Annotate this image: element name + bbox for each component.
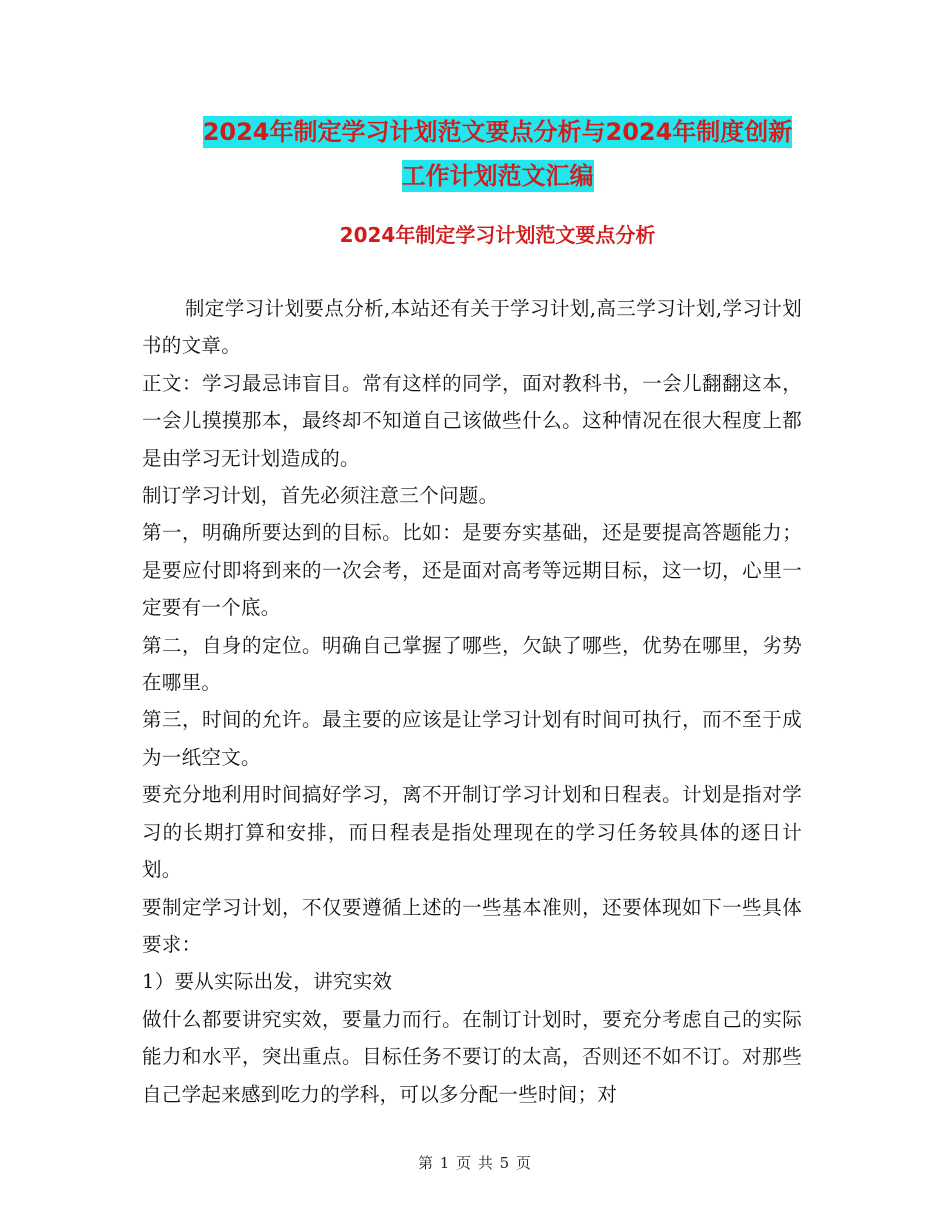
page-footer: 第 1 页 共 5 页 [418,1154,532,1172]
paragraph: 制订学习计划，首先必须注意三个问题。 [142,484,499,508]
paragraph: 做什么都要讲究实效，要量力而行。在制订计划时，要充分考虑自己的实际能力和水平，突出重点。目标任务不要订的太高，否则还不如不订。对那些自己学起来感到吃力的学科，可以多分配一些时间；对 [142,1007,802,1106]
paragraph: 要制定学习计划，不仅要遵循上述的一些基本准则，还要体现如下一些具体要求： [142,895,802,956]
paragraph: 要充分地利用时间搞好学习，离不开制订学习计划和日程表。计划是指对学习的长期打算和安排，而日程表是指处理现在的学习任务较具体的逐日计划。 [142,783,802,882]
paragraph: 制定学习计划要点分析,本站还有关于学习计划,高三学习计划,学习计划书的文章。 [142,297,802,358]
document-title-line2: 工作计划范文汇编 [401,162,594,190]
list-item-heading: 1）要从实际出发，讲究实效 [142,970,393,994]
document-title-line1: 2024年制定学习计划范文要点分析与2024年制度创新 [202,118,793,146]
paragraph: 第三，时间的允许。最主要的应该是让学习计划有时间可执行，而不至于成为一纸空文。 [142,708,802,769]
paragraph: 第一，明确所要达到的目标。比如：是要夯实基础，还是要提高答题能力；是要应付即将到来的一次会考，还是面对高考等远期目标，这一切，心里一定要有一个底。 [142,521,802,620]
document-body [142,290,802,1113]
paragraph: 第二，自身的定位。明确自己掌握了哪些，欠缺了哪些，优势在哪里，劣势在哪里。 [142,633,802,695]
section-heading: 2024年制定学习计划范文要点分析 [339,223,656,247]
paragraph: 正文：学习最忌讳盲目。常有这样的同学，面对教科书，一会儿翻翻这本，一会儿摸摸那本，最终却不知道自己该做些什么。这种情况在很大程度上都是由学习无计划造成的。 [142,371,802,470]
document-title [140,110,855,198]
